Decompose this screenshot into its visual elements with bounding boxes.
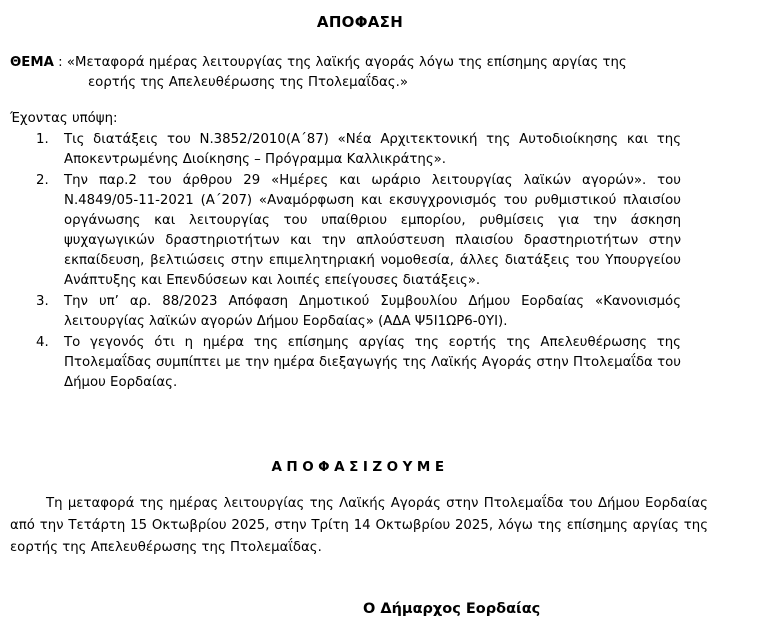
reference-text: Την παρ.2 του άρθρου 29 «Ημέρες και ωράριο λειτουργίας λαϊκών αγορών». του Ν.4849/05-11-2021 (Α΄207) «Αναμόρφωση και εκσυγχρονισμός του ρυθμιστικού πλαισίου οργάνωσης και λειτουργίας του υπαίθριου εμπορίου, ρυθμίσεις για την άσκηση ψυχαγωγικών δραστηριοτήτων και την απλούστευση πλαισίου δραστηριοτήτων στην εκπαίδευση, βελτιώσεις στην επιμελητηριακή νομοθεσία, άλλες διατάξεις του Υπουργείου Ανάπτυξης και Επενδύσεων και λοιπές επείγουσες διατάξεις». <box>64 173 681 288</box>
subject-label: ΘΕΜΑ <box>10 55 54 70</box>
reference-number: 4. <box>36 335 49 350</box>
reference-number: 1. <box>36 132 49 147</box>
reference-item <box>36 333 681 393</box>
reference-text: Το γεγονός ότι η ημέρα της επίσημης αργίας της εορτής της Απελευθέρωσης της Πτολεμαΐδας συμπίπτει με την ημέρα διεξαγωγής της Λαϊκής Αγοράς στην Πτολεμαΐδα του Δήμου Εορδαίας. <box>64 335 681 390</box>
reference-item <box>36 171 681 291</box>
signature-title: Ο Δήμαρχος Εορδαίας <box>363 601 541 617</box>
subject-separator: : <box>53 55 67 70</box>
document-title: ΑΠΟΦΑΣΗ <box>316 13 404 31</box>
subject-text-line2: εορτής της Απελευθέρωσης της Πτολεμαΐδας.» <box>88 75 408 90</box>
considering-heading: Έχοντας υπόψη: <box>10 111 118 126</box>
reference-text: Την υπ’ αρ. 88/2023 Απόφαση Δημοτικού Συμβουλίου Δήμου Εορδαίας «Κανονισμός λειτουργίας λαϊκών αγορών Δήμου Εορδαίας» (ΑΔΑ Ψ5Ι1ΩΡ6-0ΥΙ). <box>64 294 681 329</box>
reference-item <box>36 130 681 170</box>
reference-number: 3. <box>36 294 49 309</box>
reference-item <box>36 292 681 332</box>
decision-heading: ΑΠΟΦΑΣΙΖΟΥΜΕ <box>271 459 449 475</box>
reference-text: Τις διατάξεις του Ν.3852/2010(Α΄87) «Νέα Αρχιτεκτονική της Αυτοδιοίκησης και της Αποκεντρωμένης Διοίκησης – Πρόγραμμα Καλλικράτης». <box>64 132 681 167</box>
references-list <box>36 130 681 394</box>
decision-text: Τη μεταφορά της ημέρας λειτουργίας της Λαϊκής Αγοράς στην Πτολεμαΐδα του Δήμου Εορδαίας από την Τετάρτη 15 Οκτωβρίου 2025, στην Τρίτη 14 Οκτωβρίου 2025, λόγω της επίσημης αργίας της εορτής της Απελευθέρωσης της Πτολεμαΐδας. <box>10 496 708 555</box>
reference-number: 2. <box>36 173 49 188</box>
subject-block <box>10 53 690 93</box>
subject-text-line1: «Μεταφορά ημέρας λειτουργίας της λαϊκής αγοράς λόγω της επίσημης αργίας της <box>66 55 627 70</box>
